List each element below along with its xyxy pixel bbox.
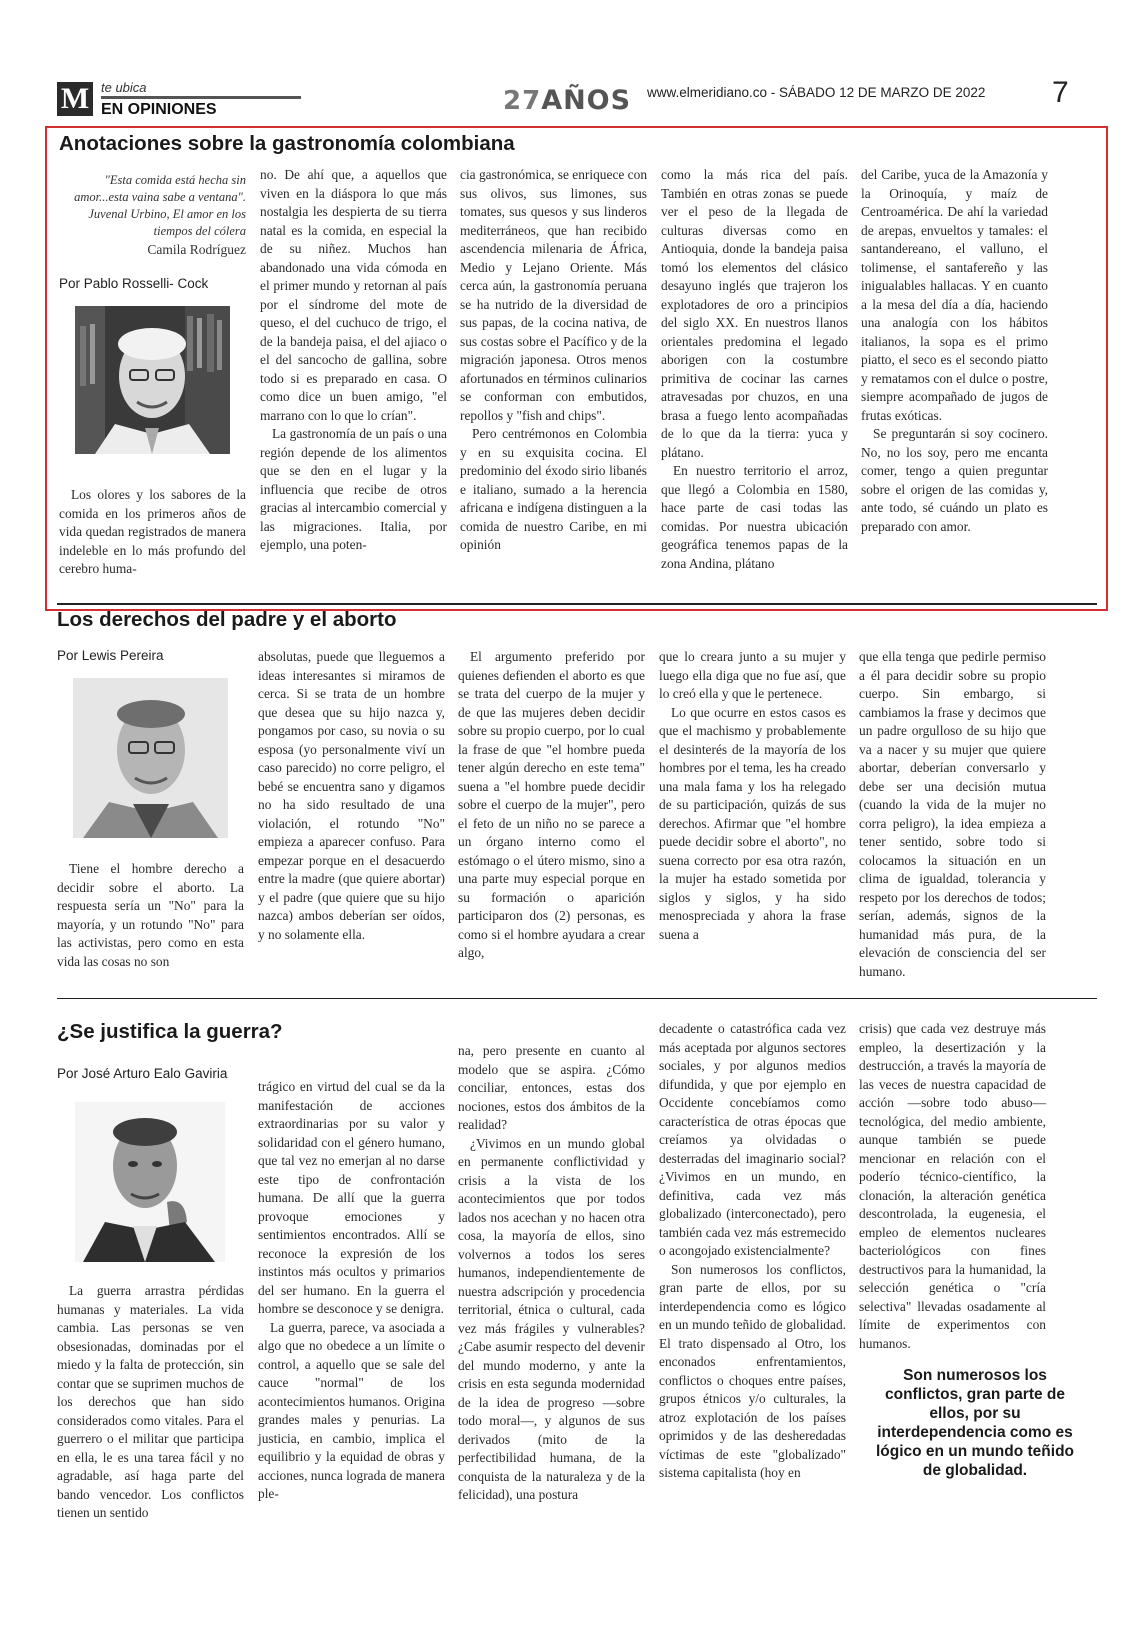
paragraph: La guerra arrastra pérdidas humanas y materiales. La vida cambia. Las personas se ven obsesionadas, dominadas por el miedo y la falta de protección, sin contar que se suprimen muchos de los derechos que han sido considerados como vitales. Para el guerrero o el militar que participa en ella, le es una tarea fácil y no agradable, así haga parte del bando vencedor. Los conflictos tienen un sentido [57, 1283, 244, 1520]
paragraph: En nuestro territorio el arroz, que llegó a Colombia en 1580, hace parte de casi todas las comidas. Por nuestra ubicación geográfica tenemos papas de la zona Andina, plátano [661, 463, 848, 571]
epigraph-quote: "Esta comida está hecha sin amor...esta vaina sabe a ventana". Juvenal Urbino, El amor en los tiempos del cólera [74, 173, 246, 238]
author-portrait-image [75, 1102, 225, 1262]
paragraph: como la más rica del país. También en otras zonas se puede ver el peso de la llegada de culturas diversas como en Antioquia, donde la bandeja paisa tomó los elementos del clásico desayuno inglés que trajeron los explotadores de oro a principios del siglo XX. En nuestros llanos orientales predomina el legado aborigen con la costumbre primitiva de cocinar las carnes atravesadas por chuzos, en una brasa a fuego lento acompañadas de lo que da la tierra: yuca y plátano. [661, 167, 848, 460]
article-title: Los derechos del padre y el aborto [57, 608, 397, 631]
column-2 [258, 648, 445, 944]
author-portrait-image [75, 306, 230, 454]
column-5 [859, 1020, 1046, 1353]
paragraph: cia gastronómica, se enriquece con sus olivos, sus limones, sus tomates, sus quesos y sus linderos mediterráneos, que han recibido ascendencia milenaria de África, Medio y Lejano Oriente. Más cerca aún, la gastronomía peruana se ha nutrido de la diversidad de sus papas, de la cocina nativa, de sus costas sobre el Pacífico y de la migración japonesa. Otros menos afortunados en términos culinarios se conforman con embutidos, repollos y "fish and chips". [460, 167, 648, 423]
header-site-date: www.elmeridiano.co - SÁBADO 12 DE MARZO DE 2022 [647, 85, 986, 100]
column-1 [59, 486, 246, 579]
column-5 [861, 166, 1048, 536]
paragraph: trágico en virtud del cual se da la manifestación de acciones extraordinarias por su valor y solidaridad con el género humano, que tal vez no emerjan al no darse este tipo de confrontación humana. De allí que la guerra provoque emociones y sentimientos encontrados. Allí se reconoce la expresión de los instintos más ocultos y primarios del ser humano. En la guerra el hombre se desconoce y se denigra. [258, 1079, 445, 1316]
newspaper-logo: M [57, 82, 93, 116]
column-1 [57, 860, 244, 971]
paragraph: crisis) que cada vez destruye más empleo, la desertización y la destrucción, a través la mayoría de las veces de nuestra capacidad de acción —sobre todo abuso— tecnológica, del medio ambiente, aunque también se puede mencionar en relación con el poderío técnico-científico, la clonación, la alteración genética descontrolada, la eugenesia, el empleo de elementos nucleares bacteriológicos con fines destructivos para la humanidad, la selección genética o "cría selectiva" llevadas osadamente al límite de experimentos con humanos. [859, 1021, 1046, 1351]
paragraph: no. De ahí que, a aquellos que viven en la diáspora lo que más nostalgia les despierta de su tierra natal es la comida, en especial la de su niñez. Muchos han abandonado una vida cómoda en el primer mundo y retornan al país por el síndrome del mote de queso, el del cuchuco de trigo, el de la bandeja paisa, el del ajiaco o el del sancocho de gallina, sobre todo si es preparado en casa. O como dice un buen amigo, "el marrano con lo que lo crían". [260, 167, 447, 423]
column-4 [661, 166, 848, 573]
column-3 [460, 166, 647, 555]
column-3 [458, 1042, 645, 1505]
article-guerra [45, 1020, 1108, 1560]
article-byline: Por Pablo Rosselli- Cock [59, 276, 209, 291]
article-gastronomia [45, 126, 1108, 611]
author-portrait-image [73, 678, 228, 838]
epigraph-attribution: Camila Rodríguez [147, 242, 246, 257]
paragraph: Se preguntarán si soy cocinero. No, no los soy, pero me encanta comer, tengo a quien preguntar sobre el origen de las comidas y, ante todo, sé cuándo un plato es preparado con amor. [861, 426, 1048, 534]
author-photo [73, 678, 228, 838]
column-4 [659, 1020, 846, 1483]
section-divider [57, 998, 1097, 999]
pull-quote: Son numerosos los conflictos, gran parte de ellos, por su interdependencia como es lógico en un mundo teñido de globalidad. [875, 1367, 1075, 1479]
article-byline: Por Lewis Pereira [57, 648, 164, 663]
column-2 [260, 166, 447, 555]
column-4 [659, 648, 846, 944]
section-subtitle: te ubica [101, 80, 147, 95]
article-derechos-padre [45, 608, 1108, 992]
article-byline: Por José Arturo Ealo Gaviria [57, 1066, 228, 1081]
column-3 [458, 648, 645, 963]
section-divider [57, 603, 1097, 605]
page-number: 7 [1052, 76, 1069, 109]
paragraph: absolutas, puede que lleguemos a ideas interesantes si miramos de cerca. Si se trata de un hombre que desea que su hijo nazca y, pongamos por caso, su novia o su esposa (yo personalmente viví un caso parecido) no corre peligro, el bebé se encuentra sano y digamos no ha sido resultado de una violación, el rotundo "No" empieza a aparecer confuso. Para empezar porque en el desacuerdo entre la madre (que quiere abortar) y el padre (que quiere que su hijo nazca) ambos deberían ser oídos, y no solamente ella. [258, 649, 445, 942]
author-photo [75, 306, 230, 454]
author-photo [75, 1102, 225, 1262]
paragraph: que lo creara junto a su mujer y luego ella diga que no fue así, que lo creó ella y que le pertenece. [659, 649, 846, 701]
paragraph: Los olores y los sabores de la comida en los primeros años de vida quedan registrados de manera indeleble en lo más profundo del cerebro huma- [59, 487, 246, 576]
article-title: Anotaciones sobre la gastronomía colombiana [59, 132, 515, 155]
paragraph: decadente o catastrófica cada vez más aceptada por algunos sectores sociales, y por algunos medios difundida, y que por ejemplo en Occidente concebíamos como característica de otras épocas que creíamos ya olvidadas o desterradas del imaginario social? ¿Vivimos en un mundo, en definitiva, cada vez más globalizado (interconectado), pero también cada vez más estremecido o acongojado existencialmente? [659, 1021, 846, 1258]
anniversary-logo [503, 85, 632, 116]
anniversary-number: 27 [503, 86, 542, 116]
article-title: ¿Se justifica la guerra? [57, 1020, 283, 1043]
paragraph: Son numerosos los conflictos, gran parte de ellos, por su interdependencia como es lógico en un mundo teñido de globalidad. El trato dispensado al Otro, los enconados enfrentamientos, conflictos o choques entre países, grupos étnicos y/o culturales, la atroz explotación de los países oprimidos y de las desheredadas víctimas de este "globalizado" sistema capitalista (hoy en [659, 1261, 846, 1480]
paragraph: del Caribe, yuca de la Amazonía y la Orinoquía, y maíz de Centroamérica. De ahí la variedad de arepas, envueltos y tamales: el santandereano, el valluno, el tolimense, el santafereño y las inigualables hallacas. Y en cuanto a la mesa del día a día, haciendo una analogía con los hábitos italianos, la sopa es el primo piatto, el seco es el secondo piatto y rematamos con el dulce o postre, siempre acompañado de jugos de frutas exóticas. [861, 167, 1048, 423]
column-1 [57, 1282, 244, 1523]
paragraph: Lo que ocurre en estos casos es que el machismo y probablemente el desinterés de la mayoría de los hombres por el tema, les ha creado una mala fama y los ha relegado de su participación, quizás de sus derechos. Afirmar que "el hombre puede decidir sobre el aborto", no suena correcto por esa otra razón, la mujer ha estado sometida por siglos y siglos, y ha sido menospreciada y ahora la frase suena a [659, 704, 846, 942]
section-tag [101, 80, 301, 119]
paragraph: Tiene el hombre derecho a decidir sobre el aborto. La respuesta sería un "No" para la mayoría, y un rotundo "No" para las activistas, pero como en esta vida las cosas no son [57, 861, 244, 969]
paragraph: La gastronomía de un país o una región depende de los alimentos que se den en el lugar y la influencia que recibe de otros gracias al intercambio comercial y las migraciones. Italia, por ejemplo, una poten- [260, 426, 447, 552]
section-rule [101, 96, 301, 99]
paragraph: na, pero presente en cuanto al modelo que se aspira. ¿Cómo conciliar, entonces, estas dos nociones, estos dos ámbitos de la realidad? [458, 1043, 645, 1132]
epigraph [59, 172, 246, 258]
section-title: EN OPINIONES [101, 101, 217, 118]
paragraph: que ella tenga que pedirle permiso a él para decidir sobre su propio cuerpo. Sin embargo, si cambiamos la frase y decimos que un padre orgulloso de su hijo que va a nacer y su mujer que quiere abortar, deberían conversarlo y debe ser una decisión mutua (cuando la vida de la mujer no corra peligro), la idea empieza a tener sentido, sobre todo si colocamos la situación en un clima de igualdad, tolerancia y respeto por los derechos de todos; serían, además, signos de la humanidad más pura, de la elevación de consciencia del ser humano. [859, 649, 1046, 979]
anniversary-word: AÑOS [541, 85, 632, 116]
paragraph: Pero centrémonos en Colombia y en su exquisita cocina. El predominio del éxodo sirio libanés e italiano, sumado a la herencia africana e indígena distinguen a la comida de nuestro Caribe, en mi opinión [460, 426, 647, 552]
column-2 [258, 1078, 445, 1504]
paragraph: La guerra, parece, va asociada a algo que no obedece a un límite o control, a aquello que se sale del cauce "normal" de los acontecimientos humanos. Origina grandes males y penurias. La justicia, en cambio, implica el equilibrio y la equidad de obras y acciones, nunca lograda de manera ple- [258, 1319, 445, 1501]
paragraph: El argumento preferido por quienes defienden el aborto es que se trata del cuerpo de la mujer y de que las mujeres deben decidir sobre su propio cuerpo, por lo cual la frase de que "el hombre pueda tener algún derecho en este tema" suena a "el hombre puede decidir sobre el cuerpo de la mujer", pero el feto de un niño no se parece a un órgano interno como el estómago o el útero mismo, sino a una parte muy especial porque en su formación o aparición participaron dos (2) personas, es como si el hombre ayudara a crear algo, [458, 649, 645, 960]
column-5 [859, 648, 1046, 981]
paragraph: ¿Vivimos en un mundo global en permanente conflictividad y crisis a la vista de los acontecimientos que por todos lados nos acechan y no hacen otra cosa, la mayoría de ellos, sino volvernos a todos los seres humanos, independientemente de nuestra adscripción y procedencia territorial, étnica o cultural, cada vez más frágiles y vulnerables? ¿Cabe asumir respecto del devenir del mundo moderno, y ante la crisis en esta segunda modernidad de la idea de progreso —sobre todo moral—, y algunos de sus derivados (mito de la perfectibilidad humana, de la conquista de la naturaleza y de la felicidad), una postura [458, 1135, 645, 1502]
